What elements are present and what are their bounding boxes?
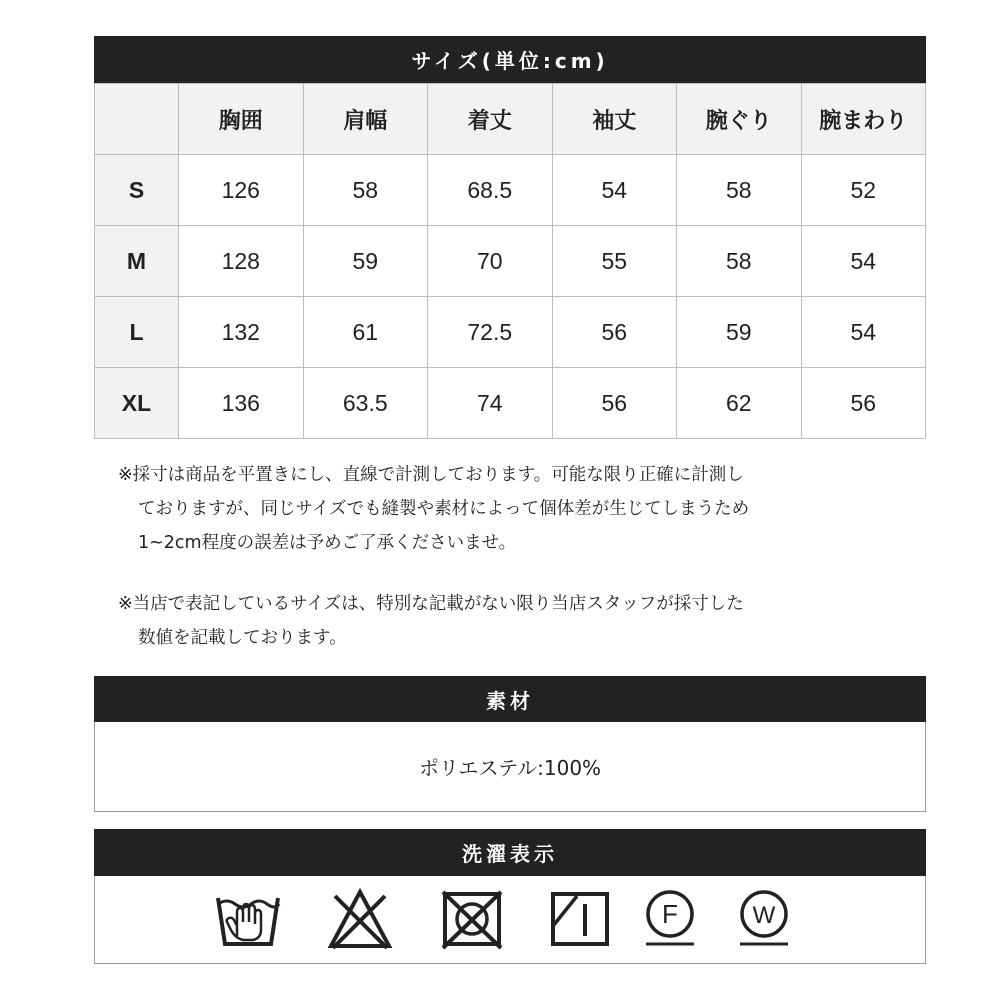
size-label: L xyxy=(95,297,179,368)
table-cell: 58 xyxy=(303,155,428,226)
table-cell: 63.5 xyxy=(303,368,428,439)
size-label: S xyxy=(95,155,179,226)
size-label: M xyxy=(95,226,179,297)
table-cell: 54 xyxy=(552,155,677,226)
size-label: XL xyxy=(95,368,179,439)
table-cell: 136 xyxy=(179,368,304,439)
table-cell: 62 xyxy=(677,368,802,439)
dry-clean-f-icon xyxy=(635,886,705,952)
table-header-row xyxy=(95,84,926,155)
table-cell: 70 xyxy=(428,226,553,297)
table-header-cell: 袖丈 xyxy=(552,84,677,155)
table-cell: 54 xyxy=(801,297,926,368)
material-section-title: 素材 xyxy=(486,688,534,713)
table-row xyxy=(95,155,926,226)
care-section-header xyxy=(94,829,926,876)
care-label-box xyxy=(94,876,926,964)
table-cell: 128 xyxy=(179,226,304,297)
dry-clean-letter: F xyxy=(662,899,678,929)
measurement-note xyxy=(118,458,749,560)
no-tumble-dry-icon xyxy=(437,886,507,952)
table-header-cell: 胸囲 xyxy=(179,84,304,155)
size-table xyxy=(94,83,926,439)
table-row xyxy=(95,368,926,439)
note-line: ておりますが、同じサイズでも縫製や素材によって個体差が生じてしまうため xyxy=(138,499,750,519)
table-cell: 59 xyxy=(303,226,428,297)
table-header-cell xyxy=(95,84,179,155)
note-line: ※当店で表記しているサイズは、特別な記載がない限り当店スタッフが採寸した xyxy=(118,594,744,614)
table-cell: 56 xyxy=(552,297,677,368)
table-cell: 55 xyxy=(552,226,677,297)
hand-wash-icon xyxy=(213,886,283,952)
table-row xyxy=(95,226,926,297)
table-row xyxy=(95,297,926,368)
material-section-header xyxy=(94,676,926,722)
table-header-cell: 腕まわり xyxy=(801,84,926,155)
table-cell: 56 xyxy=(552,368,677,439)
wet-clean-letter: W xyxy=(752,902,776,929)
wet-clean-w-icon xyxy=(729,886,799,952)
table-cell: 58 xyxy=(677,226,802,297)
drip-dry-icon xyxy=(545,886,615,952)
table-cell: 59 xyxy=(677,297,802,368)
note-line: 数値を記載しております。 xyxy=(138,628,347,648)
table-cell: 72.5 xyxy=(428,297,553,368)
table-header-cell: 腕ぐり xyxy=(677,84,802,155)
material-box xyxy=(94,722,926,812)
material-text: ポリエステル:100% xyxy=(418,756,602,780)
size-section-header xyxy=(94,36,926,83)
table-cell: 54 xyxy=(801,226,926,297)
table-cell: 68.5 xyxy=(428,155,553,226)
size-notation-note xyxy=(118,587,744,655)
table-cell: 74 xyxy=(428,368,553,439)
table-cell: 56 xyxy=(801,368,926,439)
care-section-title: 洗濯表示 xyxy=(462,842,558,866)
size-section-title: サイズ(単位:cm) xyxy=(411,49,609,73)
table-header-cell: 肩幅 xyxy=(303,84,428,155)
table-cell: 126 xyxy=(179,155,304,226)
table-cell: 52 xyxy=(801,155,926,226)
table-cell: 58 xyxy=(677,155,802,226)
table-cell: 61 xyxy=(303,297,428,368)
note-line: 1~2cm程度の誤差は予めご了承くださいませ。 xyxy=(138,533,517,553)
table-cell: 132 xyxy=(179,297,304,368)
no-bleach-icon xyxy=(325,886,395,952)
note-line: ※採寸は商品を平置きにし、直線で計測しております。可能な限り正確に計測し xyxy=(118,465,744,485)
table-header-cell: 着丈 xyxy=(428,84,553,155)
